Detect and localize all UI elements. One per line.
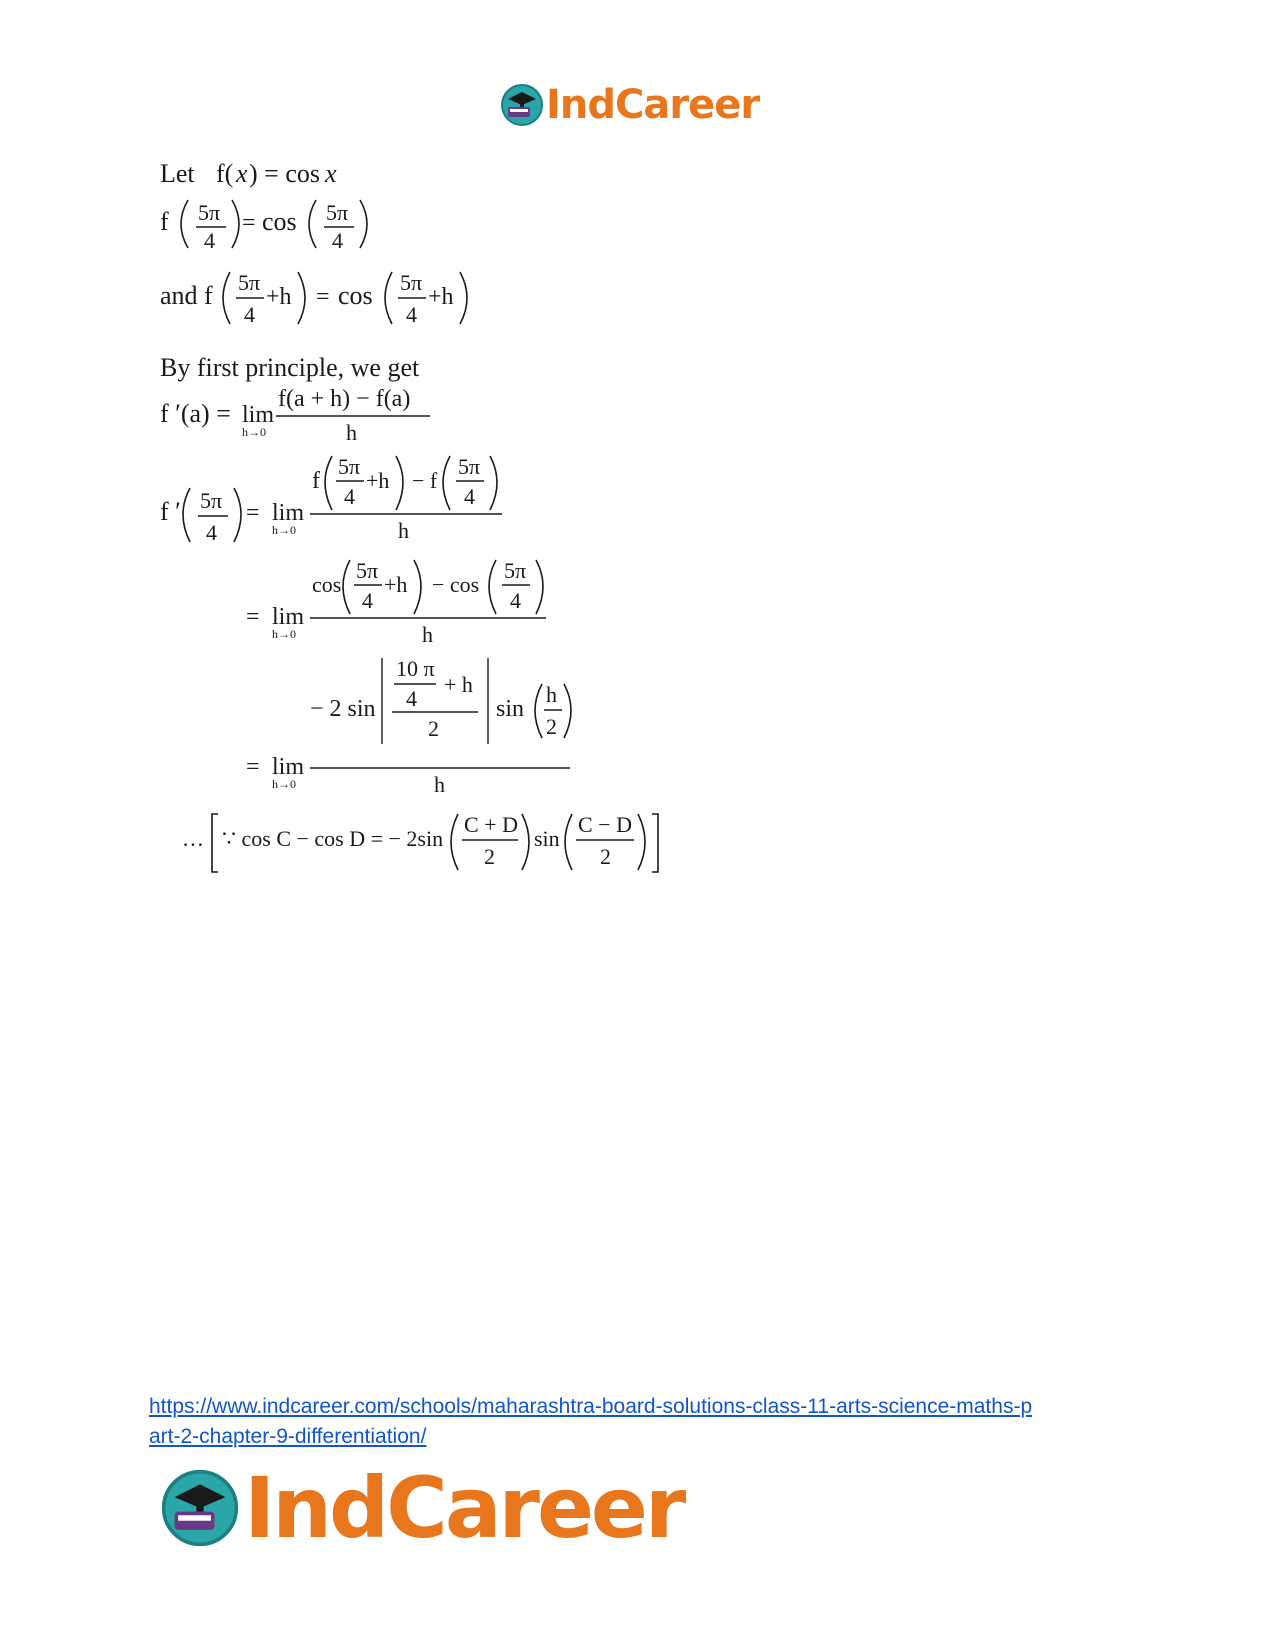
text-num: 5π [504, 558, 527, 583]
equation-line-3 [160, 270, 467, 327]
logo-text: IndCareer [546, 82, 760, 128]
math-solution [160, 150, 720, 930]
text-x: x [236, 159, 248, 188]
source-url-link[interactable] [149, 1392, 1129, 1452]
text-den: 4 [406, 302, 417, 327]
text-den: 4 [344, 484, 355, 509]
text-num: 5π [198, 200, 221, 225]
equation-line-2 [160, 200, 367, 253]
text-c-minus-d: C − D [578, 812, 632, 837]
equation-line-1 [160, 159, 337, 188]
equation-line-7 [246, 558, 546, 647]
text-eq-cos: ) = cos [249, 159, 320, 188]
math-equations [160, 150, 720, 930]
text-lim: lim [272, 500, 305, 526]
text-den: 4 [464, 484, 475, 509]
text-fprime: f ′ [160, 497, 181, 526]
text-den: 4 [362, 588, 373, 613]
text-two: 2 [546, 714, 557, 739]
text-dots: … [182, 826, 204, 851]
text-h: h [546, 682, 557, 707]
text-f-open: f( [216, 159, 234, 188]
text-num: 5π [356, 558, 379, 583]
text-num-general: f(a + h) − f(a) [278, 386, 411, 412]
text-den: 4 [510, 588, 521, 613]
text-den: 4 [406, 686, 417, 711]
text-lim: lim [272, 604, 305, 630]
text-plus-h-sp: + h [444, 672, 473, 697]
text-eq: = [246, 754, 260, 780]
text-lim: lim [242, 402, 275, 428]
text-h: h [434, 772, 445, 797]
text-plus-h: +h [428, 284, 454, 310]
text-num: 5π [458, 454, 481, 479]
text-let: Let [160, 159, 195, 188]
text-num: 5π [338, 454, 361, 479]
text-ten-pi: 10 π [396, 656, 435, 681]
text-c-plus-d: C + D [464, 812, 518, 837]
text-two: 2 [428, 716, 439, 741]
text-cos: cos [262, 207, 297, 236]
footer-logo [160, 1459, 684, 1557]
text-cos: cos [338, 281, 373, 310]
text-f: f [160, 207, 169, 236]
text-h-to-0: h→0 [272, 627, 296, 641]
text-plus-h: +h [384, 572, 408, 597]
text-h: h [398, 518, 409, 543]
text-sin: sin [534, 826, 560, 851]
text-h-to-0: h→0 [272, 523, 296, 537]
text-eq: = [316, 284, 330, 310]
text-f: f [312, 468, 320, 494]
text-h: h [346, 420, 357, 445]
text-two: 2 [484, 844, 495, 869]
text-num: 5π [400, 270, 423, 295]
text-minus-f: − f [412, 468, 438, 493]
text-because: ∵ cos C − cos D = − 2sin [222, 826, 444, 851]
text-sin: sin [496, 696, 525, 722]
equation-line-4: By first principle, we get [160, 353, 420, 382]
text-h: h [422, 622, 433, 647]
text-den: 4 [332, 228, 343, 253]
equation-line-9 [182, 812, 658, 872]
text-x2: x [325, 159, 337, 188]
text-eq: = [242, 210, 256, 236]
text-h-to-0: h→0 [242, 425, 266, 439]
url-line-2: art-2-chapter-9-differentiation/ [149, 1425, 427, 1448]
text-and-f: and f [160, 281, 213, 310]
text-two: 2 [600, 844, 611, 869]
text-minus-2sin: − 2 sin [310, 696, 376, 722]
text-lim: lim [272, 754, 305, 780]
text-den: 4 [204, 228, 215, 253]
text-plus-h: +h [366, 468, 390, 493]
url-line-1: https://www.indcareer.com/schools/maharashtra-board-solutions-class-11-arts-science-maths-p [149, 1395, 1033, 1418]
text-minus-cos: − cos [432, 572, 480, 597]
text-num: 5π [238, 270, 261, 295]
text-num: 5π [326, 200, 349, 225]
text-eq: = [246, 500, 260, 526]
equation-line-5 [160, 386, 430, 445]
text-den: 4 [244, 302, 255, 327]
text-den: 4 [206, 520, 217, 545]
equation-line-8 [246, 656, 571, 797]
equation-line-6 [160, 454, 502, 545]
graduation-cap-book-icon [160, 1468, 240, 1548]
text-fpa: f ′(a) = [160, 399, 231, 428]
graduation-cap-book-icon [500, 83, 544, 127]
text-h-to-0: h→0 [272, 777, 296, 791]
header-logo [500, 80, 759, 130]
text-cos: cos [312, 572, 342, 597]
text-eq: = [246, 604, 260, 630]
logo-text: IndCareer [244, 1459, 684, 1557]
text-plus-h: +h [266, 284, 292, 310]
text-num: 5π [200, 488, 223, 513]
